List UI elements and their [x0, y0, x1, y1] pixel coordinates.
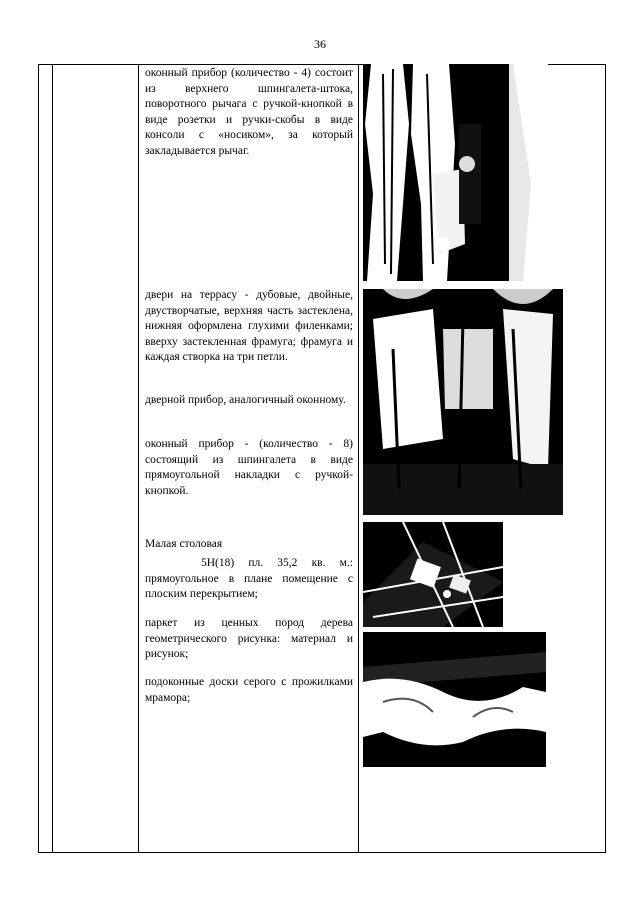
photo-parquet [363, 522, 503, 627]
paragraph-room-area: 5Н(18) пл. 35,2 кв. м.: прямоугольное в плане помещение с плоским перекрытием; [145, 557, 353, 600]
text-window-device [145, 66, 353, 159]
text-room-title [145, 537, 353, 553]
column-divider-1 [52, 65, 53, 852]
photo-marble-sill [363, 632, 546, 767]
paragraph-window-device: оконный прибор (количество - 4) состоит из верхнего шпингалета-штока, поворотного рычага с ручкой-кнопкой в виде розетки и ручки-скобы в виде консоли с «носиком», за который закладывается рычаг. [145, 67, 353, 157]
paragraph-terrace-doors: двери на террасу - дубовые, двойные, двустворчатые, верхняя часть застеклена, нижняя оформлена глухими филенками; вверху застекленная фрамуга; фрамуга и каждая створка на три петли. [145, 289, 353, 363]
text-window-device-2 [145, 437, 353, 499]
text-room-area [145, 556, 353, 603]
text-door-device [145, 393, 353, 409]
paragraph-sills: подоконные доски серого с прожилками мрамора; [145, 676, 353, 704]
paragraph-door-device: дверной прибор, аналогичный оконному. [145, 394, 346, 406]
text-terrace-doors [145, 288, 353, 366]
column-divider-3 [358, 65, 359, 852]
page-number: 36 [314, 37, 326, 51]
photo-window-hardware [363, 64, 548, 281]
paragraph-parquet: паркет из ценных пород дерева геометрического рисунка: материал и рисунок; [145, 617, 353, 660]
room-title: Малая столовая [145, 538, 223, 550]
text-sills [145, 675, 353, 706]
text-parquet [145, 616, 353, 663]
photo-terrace-doors [363, 289, 563, 515]
column-divider-2 [138, 65, 139, 852]
paragraph-window-device-2: оконный прибор - (количество - 8) состоящий из шпингалета в виде прямоугольной накладки с ручкой-кнопкой. [145, 438, 353, 497]
